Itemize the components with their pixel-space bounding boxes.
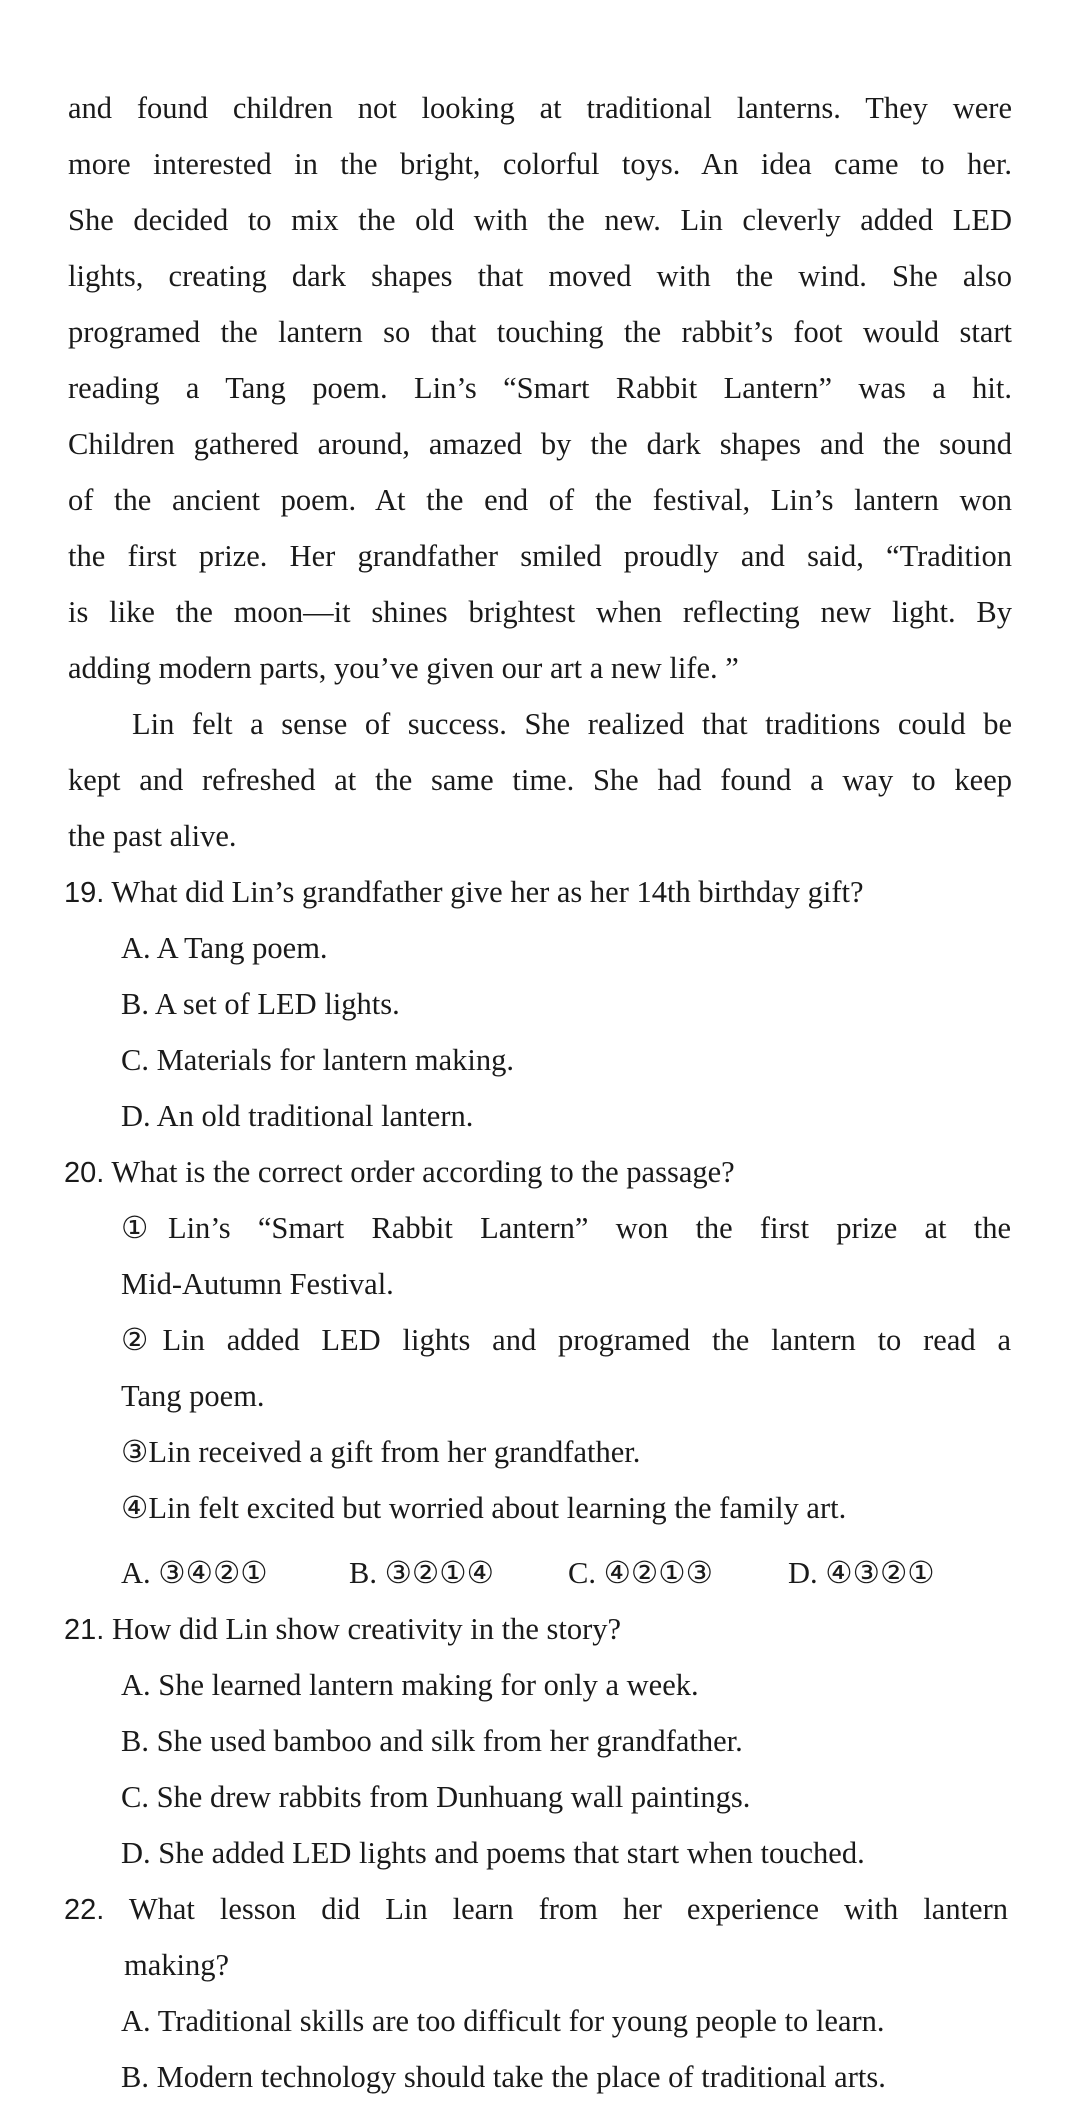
option-b: B. She used bamboo and silk from her grandfather. — [121, 1724, 743, 1758]
passage-line: and found children not looking at traditional lanterns. They were — [68, 91, 1012, 125]
order-item-4: ④Lin felt excited but worried about learning the family art. — [121, 1491, 847, 1525]
order-item-1-cont: Mid-Autumn Festival. — [121, 1267, 394, 1301]
passage-line: Children gathered around, amazed by the dark shapes and the sound — [68, 427, 1012, 461]
passage-line: lights, creating dark shapes that moved with the wind. She also — [68, 259, 1012, 293]
passage-line: of the ancient poem. At the end of the festival, Lin’s lantern won — [68, 483, 1012, 517]
question-20 — [64, 1152, 735, 1193]
option-c: C. Materials for lantern making. — [121, 1043, 515, 1077]
question-text: What lesson did Lin learn from her experience with lantern — [128, 1892, 1008, 1926]
passage-line: reading a Tang poem. Lin’s “Smart Rabbit Lantern” was a hit. — [68, 371, 1012, 405]
passage-line: Lin felt a sense of success. She realized that traditions could be — [132, 707, 1012, 741]
passage-line: She decided to mix the old with the new. Lin cleverly added LED — [68, 203, 1012, 237]
question-text: What did Lin’s grandfather give her as her 14th birthday gift? — [111, 875, 864, 909]
passage-line: programed the lantern so that touching the rabbit’s foot would start — [68, 315, 1012, 349]
question-text-cont: making? — [124, 1948, 230, 1982]
order-item-1: ①Lin’s “Smart Rabbit Lantern” won the first prize at the — [121, 1211, 1011, 1245]
passage-line: the first prize. Her grandfather smiled proudly and said, “Tradition — [68, 539, 1012, 573]
passage-line: is like the moon—it shines brightest when reflecting new light. By — [68, 595, 1012, 629]
option-d: D. An old traditional lantern. — [121, 1099, 474, 1133]
question-21 — [64, 1609, 621, 1650]
question-text: What is the correct order according to the passage? — [111, 1155, 735, 1189]
option-a: A. Traditional skills are too difficult for young people to learn. — [121, 2004, 885, 2038]
option-a: A. She learned lantern making for only a week. — [121, 1668, 699, 1702]
question-19 — [64, 872, 864, 913]
passage-line: more interested in the bright, colorful toys. An idea came to her. — [68, 147, 1012, 181]
answer-b: B. ③②①④ — [349, 1556, 494, 1590]
option-a: A. A Tang poem. — [121, 931, 328, 965]
option-c: C. She drew rabbits from Dunhuang wall paintings. — [121, 1780, 751, 1814]
answer-d: D. ④③②① — [788, 1556, 935, 1590]
question-text: How did Lin show creativity in the story? — [111, 1612, 622, 1646]
question-number: 19. — [64, 877, 105, 909]
question-number: 20. — [64, 1157, 105, 1189]
passage-line: the past alive. — [68, 819, 237, 853]
question-22 — [64, 1889, 1008, 1930]
option-b: B. A set of LED lights. — [121, 987, 400, 1021]
answer-choices — [121, 1553, 1021, 1597]
order-item-3: ③Lin received a gift from her grandfather. — [121, 1435, 641, 1469]
question-number: 21. — [64, 1614, 105, 1646]
answer-c: C. ④②①③ — [568, 1556, 713, 1590]
option-d: D. She added LED lights and poems that start when touched. — [121, 1836, 865, 1870]
order-item-2: ②Lin added LED lights and programed the lantern to read a — [121, 1323, 1011, 1357]
option-b: B. Modern technology should take the place of traditional arts. — [121, 2060, 886, 2094]
answer-a: A. ③④②① — [121, 1556, 268, 1590]
question-number: 22. — [64, 1894, 105, 1926]
passage-line: adding modern parts, you’ve given our art a new life. ” — [68, 651, 739, 685]
order-item-2-cont: Tang poem. — [121, 1379, 265, 1413]
passage-line: kept and refreshed at the same time. She had found a way to keep — [68, 763, 1012, 797]
